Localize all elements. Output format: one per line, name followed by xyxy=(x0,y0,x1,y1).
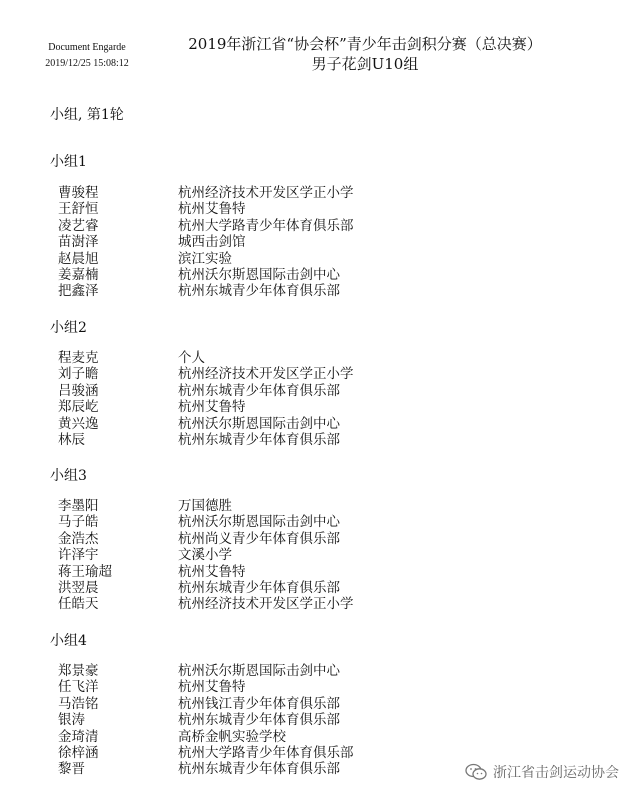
table-row xyxy=(58,350,618,366)
fencer-club: 万国德胜 xyxy=(178,498,232,514)
competition-title: 2019年浙江省“协会杯”青少年击剑积分赛（总决赛） xyxy=(188,35,542,53)
group-table xyxy=(58,350,618,448)
fencer-club: 杭州东城青少年体育俱乐部 xyxy=(178,382,340,399)
fencer-name: 赵晨旭 xyxy=(58,250,99,267)
table-row xyxy=(58,383,618,399)
fencer-name: 姜嘉楠 xyxy=(58,266,99,283)
fencer-club: 杭州大学路青少年体育俱乐部 xyxy=(178,217,354,234)
fencer-club: 杭州艾鲁特 xyxy=(178,563,246,580)
fencer-club: 杭州艾鲁特 xyxy=(178,201,246,218)
fencer-name: 黎晋 xyxy=(58,761,85,778)
fencer-name: 程麦克 xyxy=(58,350,99,366)
fencer-name: 马子皓 xyxy=(58,514,99,531)
table-row xyxy=(58,596,618,612)
software-name: Document Engarde xyxy=(48,42,126,53)
table-row xyxy=(58,729,618,745)
fencer-name: 金浩杰 xyxy=(58,530,99,547)
fencer-name: 王舒恒 xyxy=(58,201,99,218)
table-row xyxy=(58,432,618,448)
table-row xyxy=(58,251,618,267)
group-label: 小组1 xyxy=(50,154,87,170)
watermark-text: 浙江省击剑运动协会 xyxy=(493,765,619,781)
group-label: 小组4 xyxy=(50,633,87,649)
fencer-club: 杭州艾鲁特 xyxy=(178,399,246,416)
document-title xyxy=(150,34,580,74)
fencer-name: 曹骏程 xyxy=(58,185,99,201)
fencer-club: 杭州经济技术开发区学正小学 xyxy=(178,185,354,201)
fencer-club: 城西击剑馆 xyxy=(178,234,246,251)
table-row xyxy=(58,696,618,712)
fencer-name: 吕骏涵 xyxy=(58,382,99,399)
event-title: 男子花剑U10组 xyxy=(311,55,419,73)
table-row xyxy=(58,745,618,761)
group-table xyxy=(58,185,618,300)
fencer-club: 杭州沃尔斯恩国际击剑中心 xyxy=(178,663,340,679)
fencer-name: 许泽宇 xyxy=(58,547,99,564)
fencer-club: 杭州大学路青少年体育俱乐部 xyxy=(178,744,354,761)
fencer-name: 黄兴逸 xyxy=(58,415,99,432)
table-row xyxy=(58,366,618,382)
table-row xyxy=(58,712,618,728)
fencer-club: 杭州钱江青少年体育俱乐部 xyxy=(178,695,340,712)
table-row xyxy=(58,514,618,530)
fencer-club: 个人 xyxy=(178,350,205,366)
fencer-name: 银涛 xyxy=(58,712,85,729)
group-table xyxy=(58,498,618,613)
fencer-club: 杭州东城青少年体育俱乐部 xyxy=(178,431,340,448)
fencer-club: 杭州经济技术开发区学正小学 xyxy=(178,366,354,383)
print-timestamp: 2019/12/25 15:08:12 xyxy=(45,58,129,69)
fencer-name: 郑景豪 xyxy=(58,663,99,679)
fencer-club: 杭州沃尔斯恩国际击剑中心 xyxy=(178,266,340,283)
table-row xyxy=(58,399,618,415)
fencer-club: 杭州东城青少年体育俱乐部 xyxy=(178,712,340,729)
fencer-name: 徐梓涵 xyxy=(58,744,99,761)
round-label: 小组, 第1轮 xyxy=(50,107,124,123)
table-row xyxy=(58,218,618,234)
table-row xyxy=(58,498,618,514)
fencer-name: 苗澍泽 xyxy=(58,234,99,251)
fencer-club: 杭州沃尔斯恩国际击剑中心 xyxy=(178,514,340,531)
group-label: 小组3 xyxy=(50,468,87,484)
group-table xyxy=(58,663,618,778)
fencer-club: 高桥金帆实验学校 xyxy=(178,728,286,745)
table-row xyxy=(58,564,618,580)
fencer-name: 任皓天 xyxy=(58,596,99,613)
table-row xyxy=(58,416,618,432)
fencer-club: 杭州东城青少年体育俱乐部 xyxy=(178,579,340,596)
fencer-name: 洪翌晨 xyxy=(58,579,99,596)
group-label: 小组2 xyxy=(50,320,87,336)
fencer-club: 文溪小学 xyxy=(178,547,232,564)
fencer-club: 杭州艾鲁特 xyxy=(178,679,246,696)
table-row xyxy=(58,185,618,201)
fencer-name: 马浩铭 xyxy=(58,695,99,712)
table-row xyxy=(58,531,618,547)
fencer-name: 李墨阳 xyxy=(58,498,99,514)
fencer-name: 金琦清 xyxy=(58,728,99,745)
fencer-name: 凌艺睿 xyxy=(58,217,99,234)
wechat-icon xyxy=(465,763,487,781)
fencer-club: 杭州东城青少年体育俱乐部 xyxy=(178,761,340,778)
table-row xyxy=(58,580,618,596)
fencer-club: 杭州经济技术开发区学正小学 xyxy=(178,596,354,613)
fencer-name: 蒋王瑜超 xyxy=(58,563,112,580)
fencer-name: 把鑫泽 xyxy=(58,283,99,300)
table-row xyxy=(58,234,618,250)
fencer-name: 刘子瞻 xyxy=(58,366,99,383)
table-row xyxy=(58,679,618,695)
fencer-club: 杭州东城青少年体育俱乐部 xyxy=(178,283,340,300)
fencer-club: 滨江实验 xyxy=(178,250,232,267)
table-row xyxy=(58,201,618,217)
document-meta xyxy=(22,40,152,72)
table-row xyxy=(58,663,618,679)
table-row xyxy=(58,283,618,299)
fencer-name: 林辰 xyxy=(58,431,85,448)
fencer-club: 杭州尚义青少年体育俱乐部 xyxy=(178,530,340,547)
fencer-name: 郑辰屹 xyxy=(58,399,99,416)
table-row xyxy=(58,267,618,283)
table-row xyxy=(58,547,618,563)
fencer-name: 任飞洋 xyxy=(58,679,99,696)
fencer-club: 杭州沃尔斯恩国际击剑中心 xyxy=(178,415,340,432)
watermark xyxy=(465,762,619,782)
